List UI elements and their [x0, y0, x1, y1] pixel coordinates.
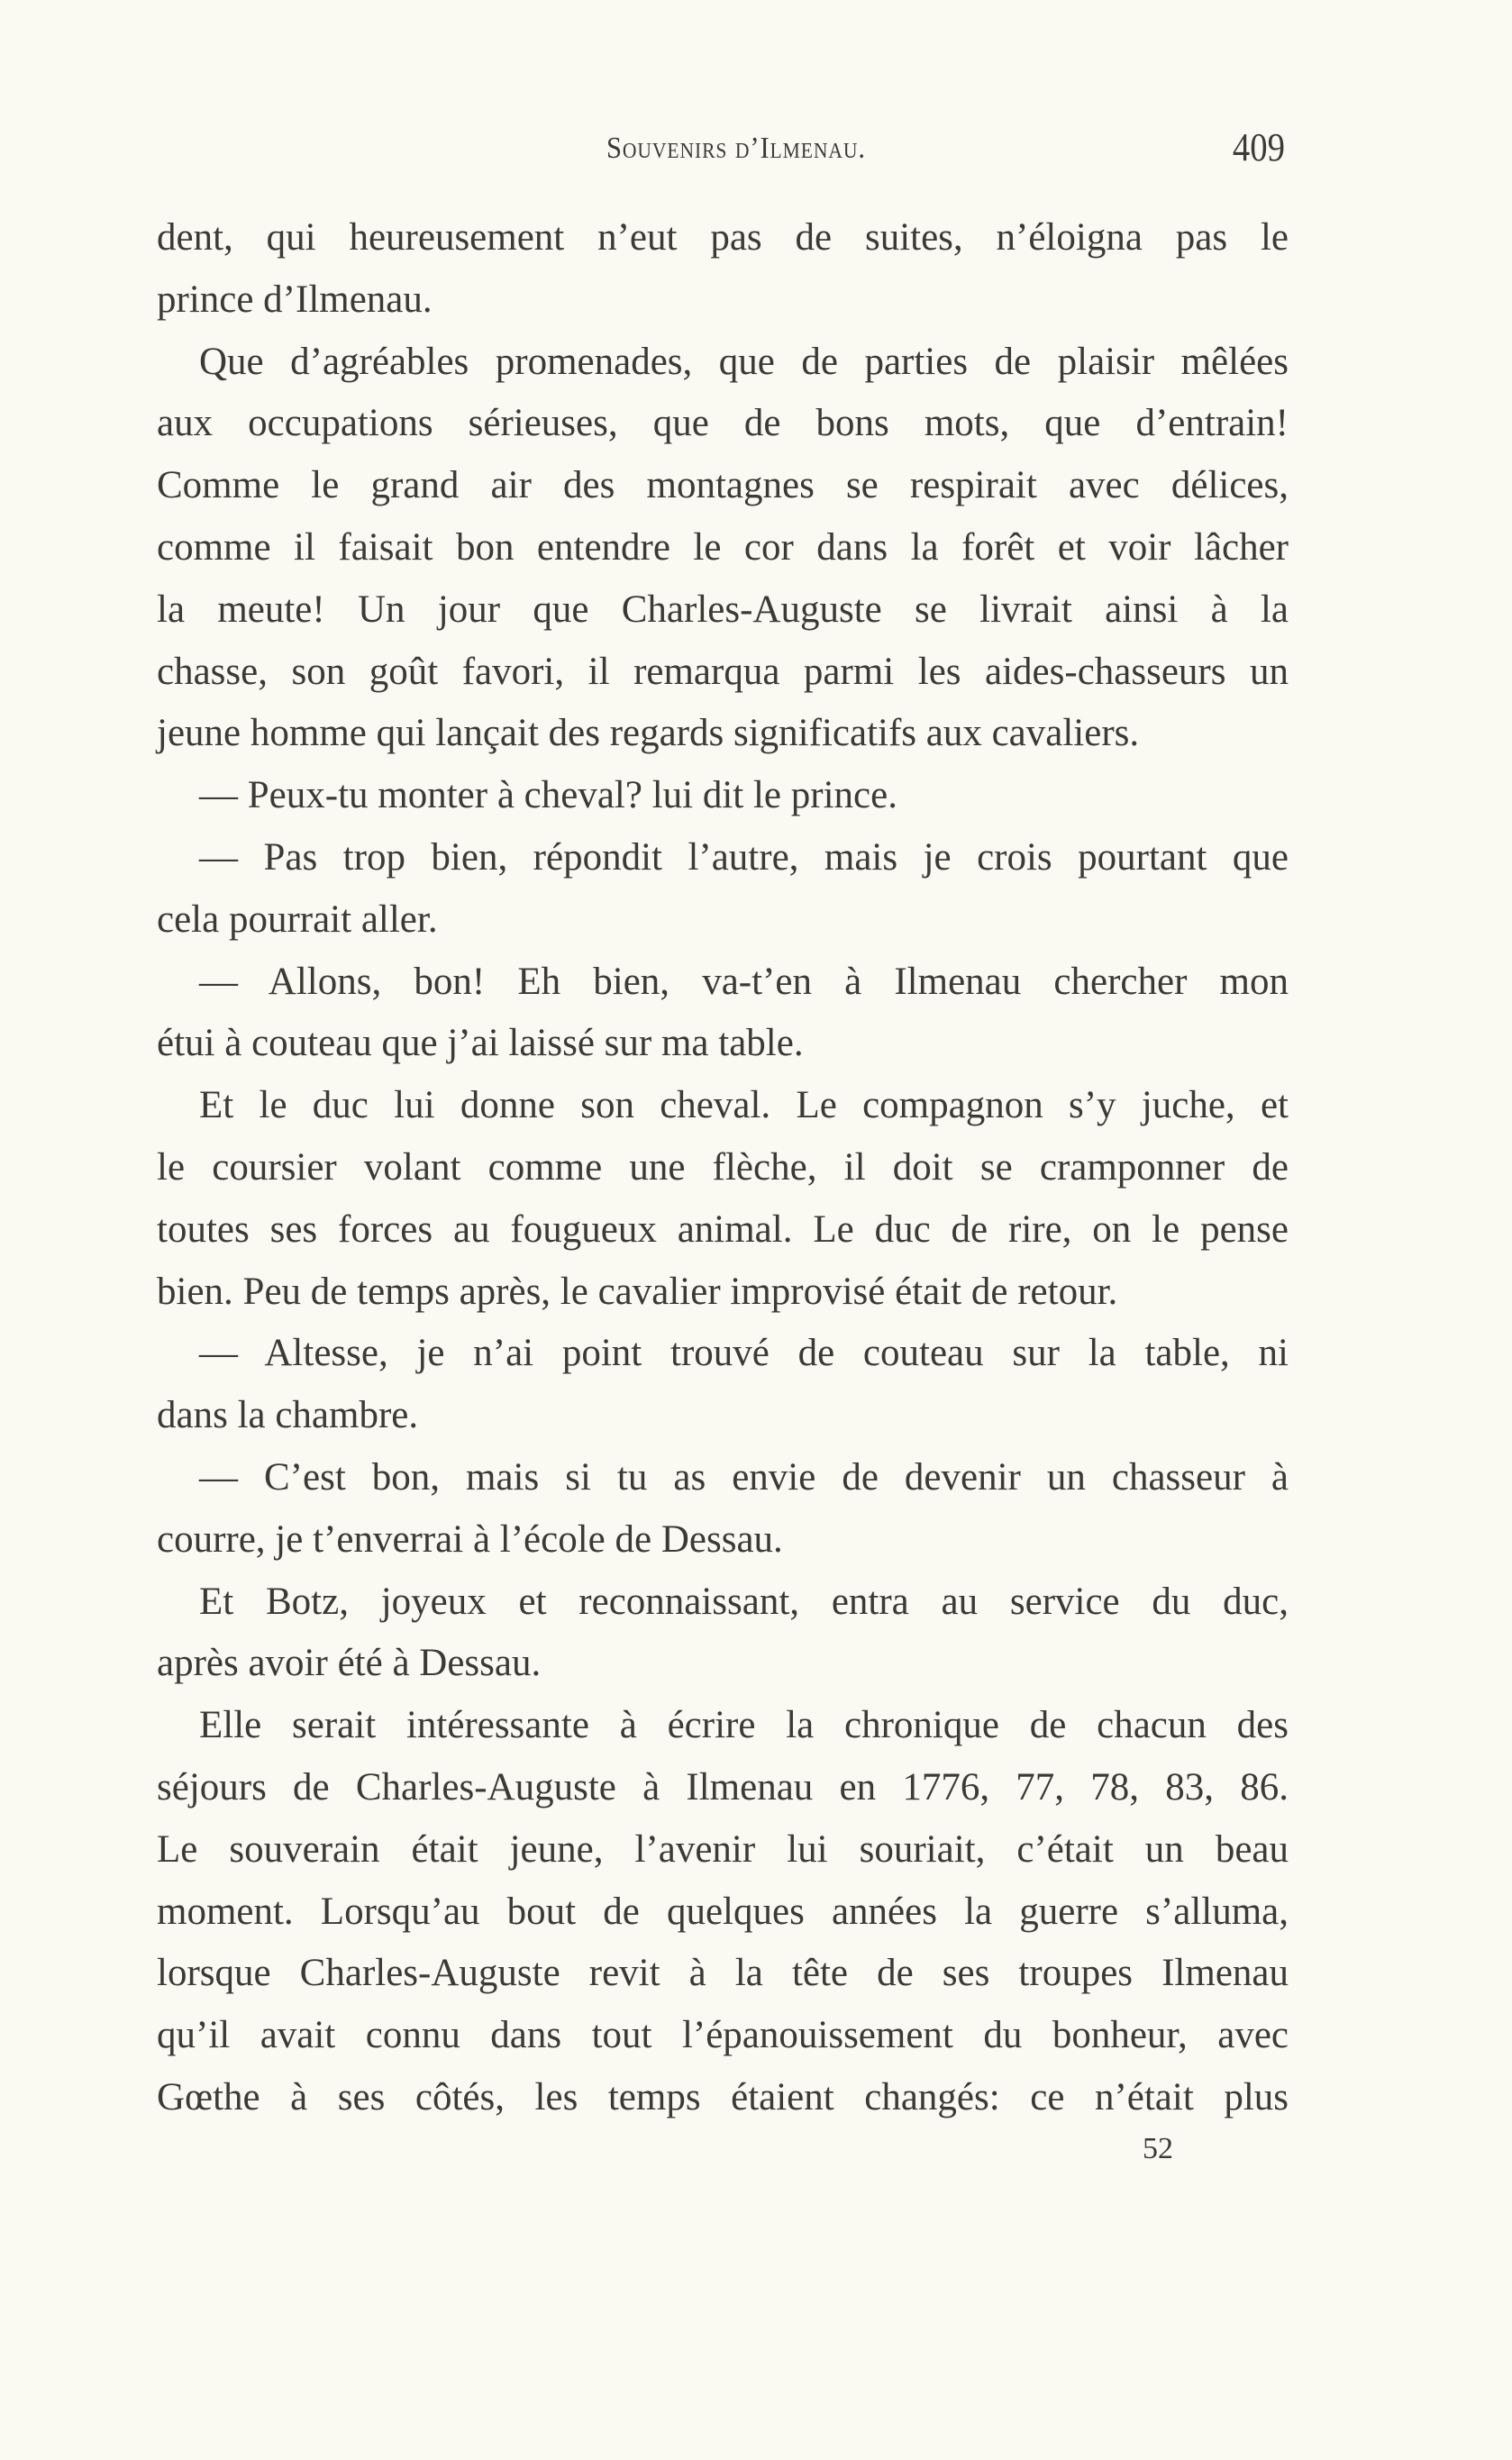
paragraph	[157, 1323, 1289, 1447]
paragraph	[157, 207, 1289, 332]
text-line: étui à couteau que j’ai laissé sur ma table.	[157, 1022, 804, 1065]
text-line: dans la chambre.	[157, 1394, 419, 1437]
text-line: Et le duc lui donne son cheval. Le compagnon s’y juche, et	[199, 1084, 1289, 1127]
text-line: qu’il avait connu dans tout l’épanouissement du bonheur, avec	[157, 2014, 1289, 2057]
text-line: après avoir été à Dessau.	[157, 1642, 542, 1685]
text-line: dent, qui heureusement n’eut pas de suites, n’éloigna pas le	[157, 216, 1289, 259]
text-line: séjours de Charles-Auguste à Ilmenau en 1776, 77, 78, 83, 86.	[157, 1765, 1289, 1809]
text-line: — Altesse, je n’ai point trouvé de couteau sur la table, ni	[199, 1332, 1289, 1375]
text-line: cela pourrait aller.	[157, 897, 438, 941]
text-line: toutes ses forces au fougueux animal. Le duc de rire, on le pense	[157, 1207, 1289, 1251]
paragraph	[157, 1695, 1289, 2129]
text-line: Que d’agréables promenades, que de parties de plaisir mêlées	[199, 340, 1289, 383]
paragraph	[157, 952, 1289, 1076]
text-line: prince d’Ilmenau.	[157, 278, 433, 321]
paragraph	[157, 1075, 1289, 1323]
running-head	[0, 132, 1512, 166]
paragraph	[157, 827, 1289, 952]
text-line: — Allons, bon! Eh bien, va-t’en à Ilmenau chercher mon	[199, 960, 1289, 1003]
text-line: Gœthe à ses côtés, les temps étaient changés: ce n’était plus	[157, 2075, 1289, 2118]
text-line: jeune homme qui lançait des regards significatifs aux cavaliers.	[157, 712, 1140, 755]
text-line: — Pas trop bien, répondit l’autre, mais je crois pourtant que	[199, 835, 1289, 879]
paragraph	[157, 1572, 1289, 1696]
text-line: Comme le grand air des montagnes se respirait avec délices,	[157, 464, 1289, 507]
text-line: lorsque Charles-Auguste revit à la tête de ses troupes Ilmenau	[157, 1952, 1289, 1995]
text-line: aux occupations sérieuses, que de bons mots, que d’entrain!	[157, 402, 1289, 445]
paragraph	[157, 332, 1289, 766]
text-line: courre, je t’enverrai à l’école de Dessau.	[157, 1517, 783, 1561]
text-line: Et Botz, joyeux et reconnaissant, entra au service du duc,	[199, 1580, 1289, 1623]
text-line: — C’est bon, mais si tu as envie de devenir un chasseur à	[199, 1455, 1289, 1499]
text-line: — Peux-tu monter à cheval? lui dit le prince.	[199, 774, 897, 817]
text-line: Elle serait intéressante à écrire la chronique de chacun des	[199, 1704, 1289, 1747]
text-line: moment. Lorsqu’au bout de quelques années la guerre s’alluma,	[157, 1890, 1289, 1933]
running-title: Souvenirs d’Ilmenau.	[606, 132, 866, 165]
text-line: bien. Peu de temps après, le cavalier improvisé était de retour.	[157, 1270, 1118, 1313]
text-line: comme il faisait bon entendre le cor dans la forêt et voir lâcher	[157, 525, 1289, 569]
body-text	[157, 207, 1289, 2129]
signature-mark: 52	[1143, 2132, 1173, 2165]
text-line: le coursier volant comme une flèche, il doit se cramponner de	[157, 1145, 1289, 1189]
text-line: chasse, son goût favori, il remarqua parmi les aides-chasseurs un	[157, 650, 1289, 693]
paragraph	[157, 765, 1289, 827]
text-line: la meute! Un jour que Charles-Auguste se livrait ainsi à la	[157, 588, 1289, 631]
text-line: Le souverain était jeune, l’avenir lui souriait, c’était un beau	[157, 1827, 1289, 1871]
page-number: 409	[1232, 125, 1285, 169]
paragraph	[157, 1447, 1289, 1572]
